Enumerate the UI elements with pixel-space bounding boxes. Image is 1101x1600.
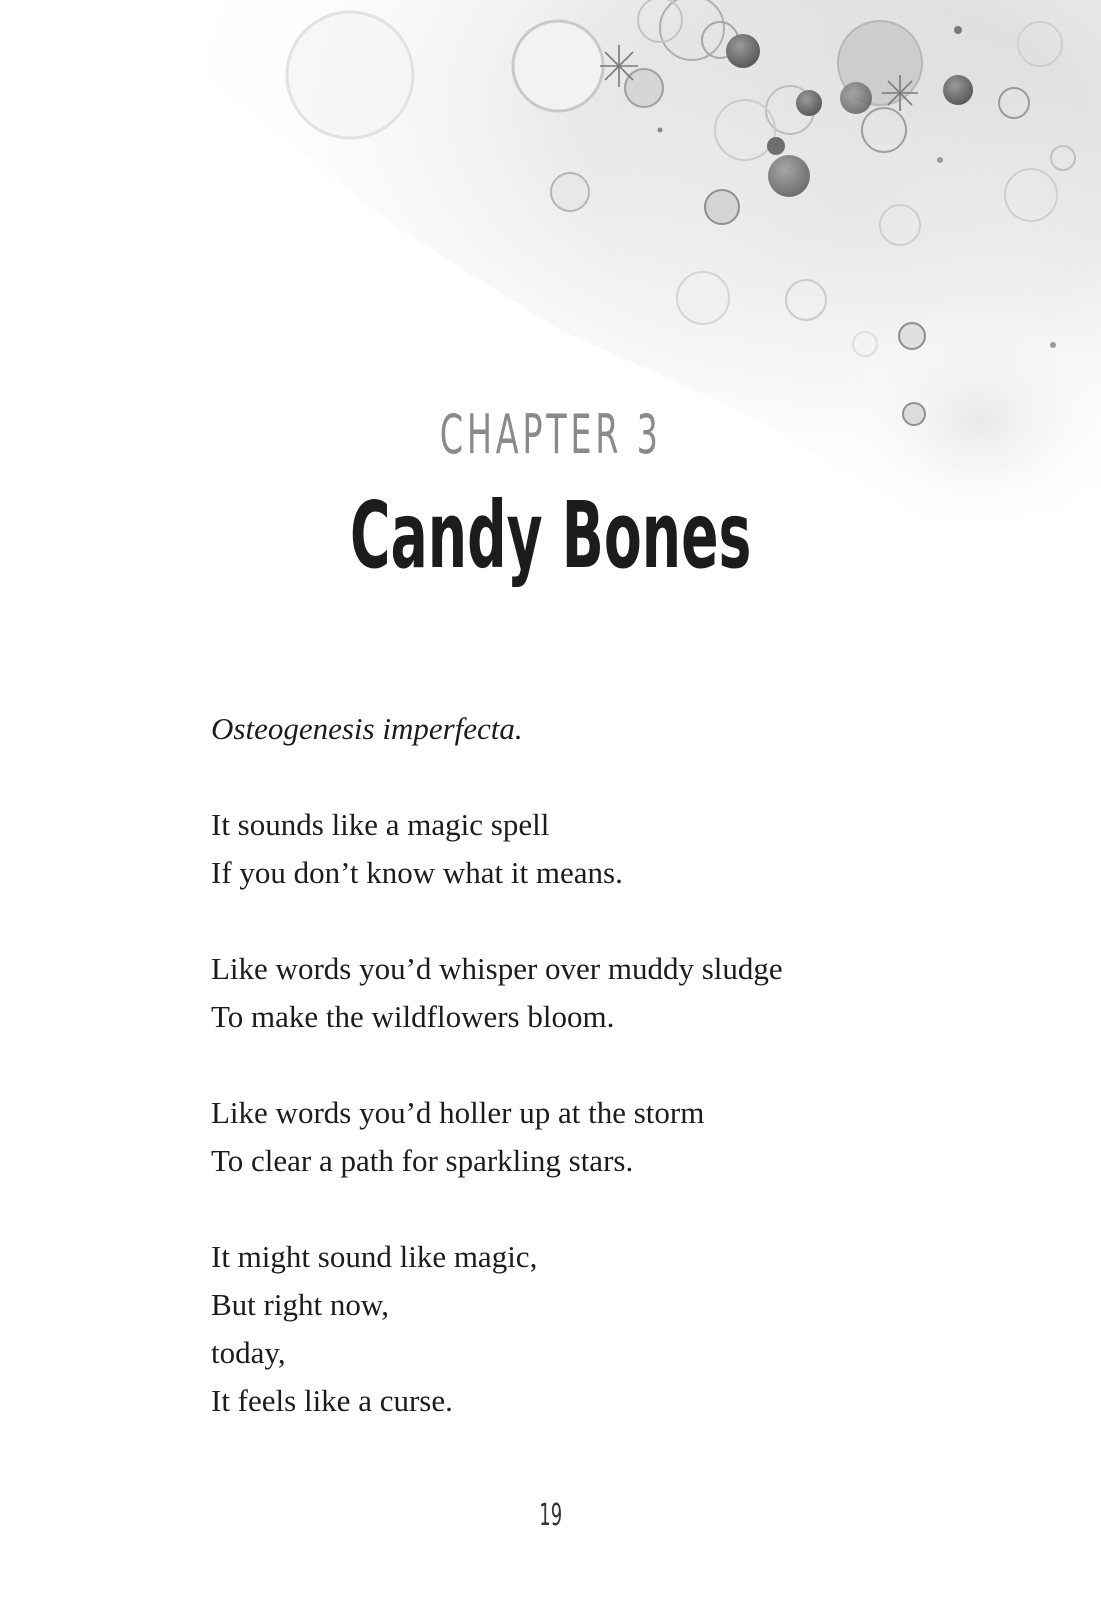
poem-line: If you don’t know what it means. [211,855,623,890]
poem-line: It feels like a curse. [211,1383,453,1418]
poem-line: It sounds like a magic spell [211,807,550,842]
poem-line: To make the wildflowers bloom. [211,999,615,1034]
stanza-break [211,753,911,801]
poem-line: Like words you’d whisper over muddy sludge [211,951,783,986]
poem-line: But right now, [211,1287,389,1322]
stanza-break [211,1041,911,1089]
poem-line: To clear a path for sparkling stars. [211,1143,634,1178]
page-number: 19 [539,1498,563,1533]
poem-line: It might sound like magic, [211,1239,538,1274]
poem-line: Like words you’d holler up at the storm [211,1095,705,1130]
chapter-label: CHAPTER 3 [439,403,662,466]
poem-body [211,705,911,1425]
stanza-break [211,897,911,945]
poem-line: today, [211,1335,286,1370]
stanza-break [211,1185,911,1233]
chapter-title: Candy Bones [350,482,752,589]
poem-opening-line: Osteogenesis imperfecta. [211,711,523,746]
